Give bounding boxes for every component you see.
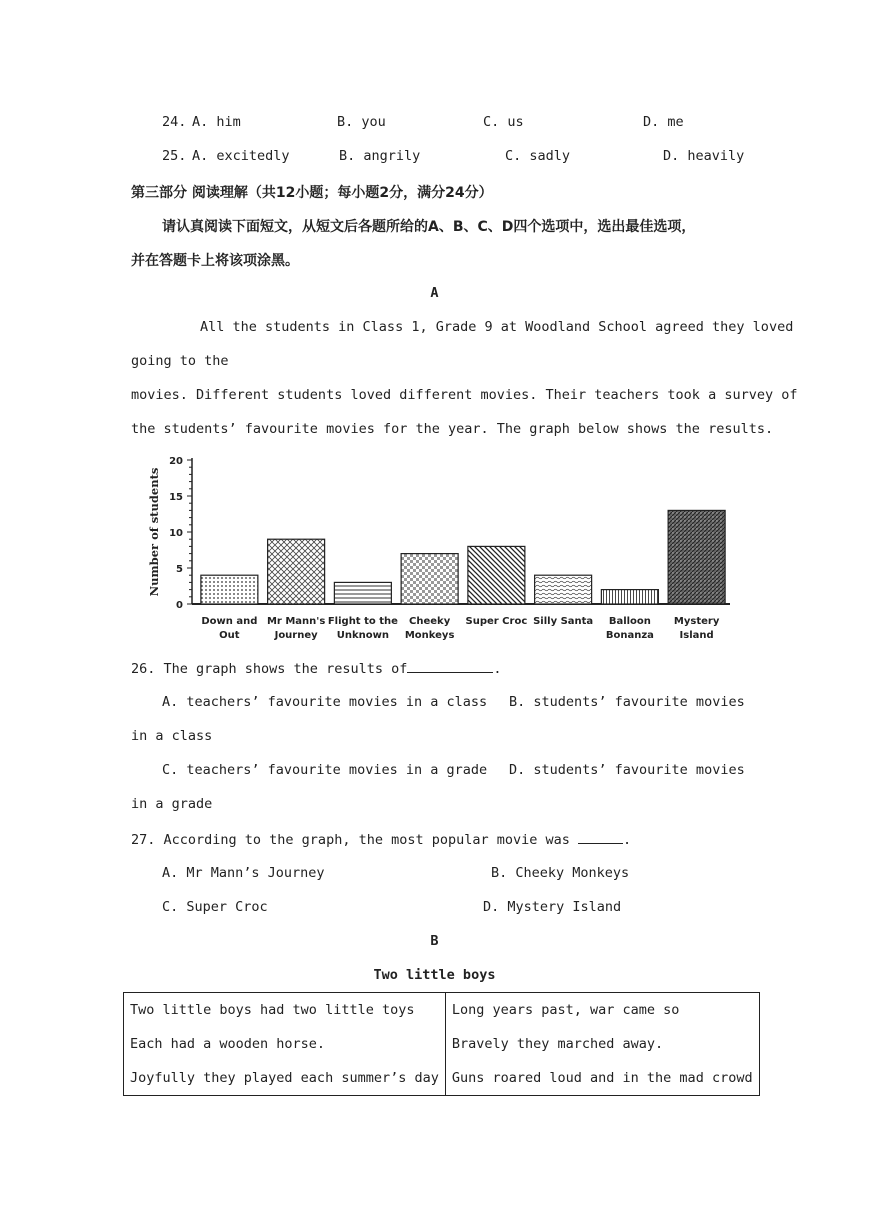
bar bbox=[468, 546, 525, 604]
q27-stem-line bbox=[131, 831, 631, 848]
q27-option-d: D. Mystery Island bbox=[483, 899, 622, 915]
bar bbox=[268, 539, 325, 604]
passage-a-line3: movies. Different students loved different movies. Their teachers took a survey of bbox=[131, 387, 798, 403]
poem-left-line-3: Joyfully they played each summer’s day bbox=[130, 1070, 439, 1086]
bar bbox=[601, 590, 658, 604]
q27-option-c: C. Super Croc bbox=[162, 899, 268, 915]
poem-table bbox=[123, 992, 760, 1096]
x-tick-label: Flight to the bbox=[327, 616, 398, 627]
bar bbox=[334, 582, 391, 604]
q26-option-c: C. teachers’ favourite movies in a grade bbox=[162, 762, 488, 778]
x-tick-label: Balloon bbox=[608, 616, 651, 627]
poem-left-line-2: Each had a wooden horse. bbox=[130, 1036, 326, 1052]
q26-option-b-cont: in a class bbox=[131, 728, 213, 744]
q24-number: 24. bbox=[162, 114, 187, 130]
q24-option-d: D. me bbox=[643, 114, 684, 130]
y-tick-label: 0 bbox=[176, 600, 183, 611]
q27-stem: 27. According to the graph, the most popular movie was bbox=[131, 832, 570, 848]
q26-option-d: D. students’ favourite movies bbox=[509, 762, 745, 778]
x-tick-label: Island bbox=[679, 630, 714, 641]
q26-stem-end: . bbox=[493, 661, 502, 677]
x-tick-label: Unknown bbox=[336, 630, 389, 641]
y-tick-label: 15 bbox=[169, 492, 183, 503]
bar bbox=[401, 554, 458, 604]
q24-option-b: B. you bbox=[337, 114, 386, 130]
x-tick-label: Mr Mann's bbox=[266, 616, 326, 627]
q27-stem-end: . bbox=[623, 832, 632, 848]
poem-right-line-2: Bravely they marched away. bbox=[451, 1036, 664, 1052]
bars bbox=[201, 510, 725, 604]
q26-stem: 26. The graph shows the results of bbox=[131, 661, 408, 677]
passage-a-line1: All the students in Class 1, Grade 9 at Woodland School agreed they loved bbox=[200, 319, 794, 335]
x-tick-label: Super Croc bbox=[465, 616, 528, 627]
passage-a-label: A bbox=[430, 285, 439, 301]
bar bbox=[201, 575, 258, 604]
q25-option-a: A. excitedly bbox=[192, 148, 290, 164]
bar bbox=[668, 510, 725, 604]
poem-right-column bbox=[445, 993, 759, 1096]
q26-option-b: B. students’ favourite movies bbox=[509, 694, 745, 710]
x-tick-label: Cheeky bbox=[409, 616, 451, 627]
poem-right-line-1: Long years past, war came so bbox=[451, 1002, 680, 1018]
x-tick-label: Monkeys bbox=[404, 630, 455, 641]
poem-right-line-3: Guns roared loud and in the mad crowd bbox=[451, 1070, 753, 1086]
q24-option-a: A. him bbox=[192, 114, 241, 130]
section3-instruction-2: 并在答题卡上将该项涂黑。 bbox=[131, 253, 299, 269]
q27-option-b: B. Cheeky Monkeys bbox=[491, 865, 630, 881]
section3-instruction-1: 请认真阅读下面短文，从短文后各题所给的A、B、C、D四个选项中，选出最佳选项， bbox=[162, 219, 696, 235]
x-tick-label: Journey bbox=[274, 630, 318, 641]
x-tick-label: Bonanza bbox=[605, 630, 654, 641]
q25-option-c: C. sadly bbox=[505, 148, 571, 164]
movie-bar-chart bbox=[140, 452, 740, 648]
q24-option-c: C. us bbox=[483, 114, 524, 130]
passage-a-line4: the students’ favourite movies for the year. The graph below shows the results. bbox=[131, 421, 774, 437]
passage-b-label: B bbox=[430, 933, 439, 949]
y-axis-label: Number of students bbox=[147, 467, 161, 597]
poem-title: Two little boys bbox=[373, 967, 496, 983]
y-tick-label: 5 bbox=[176, 564, 183, 575]
section3-title: 第三部分 阅读理解（共12小题；每小题2分，满分24分） bbox=[131, 185, 493, 201]
q26-answer-blank[interactable] bbox=[407, 660, 493, 673]
bar bbox=[535, 575, 592, 604]
passage-a-line2: going to the bbox=[131, 353, 229, 369]
q26-option-d-cont: in a grade bbox=[131, 796, 213, 812]
q26-stem-line bbox=[131, 660, 501, 677]
x-tick-label: Mystery bbox=[673, 616, 720, 627]
q27-answer-blank[interactable] bbox=[578, 831, 623, 844]
x-tick-label: Down and bbox=[201, 616, 258, 627]
poem-left-line-1: Two little boys had two little toys bbox=[130, 1002, 415, 1018]
q25-option-d: D. heavily bbox=[663, 148, 745, 164]
x-tick-label: Silly Santa bbox=[533, 616, 594, 627]
q26-option-a: A. teachers’ favourite movies in a class bbox=[162, 694, 488, 710]
y-tick-label: 10 bbox=[169, 528, 183, 539]
q25-option-b: B. angrily bbox=[339, 148, 421, 164]
poem-left-column bbox=[124, 993, 446, 1096]
q27-option-a: A. Mr Mann’s Journey bbox=[162, 865, 325, 881]
q25-number: 25. bbox=[162, 148, 187, 164]
x-tick-label: Out bbox=[219, 630, 240, 641]
x-axis-labels bbox=[201, 616, 719, 641]
y-tick-label: 20 bbox=[169, 456, 183, 467]
